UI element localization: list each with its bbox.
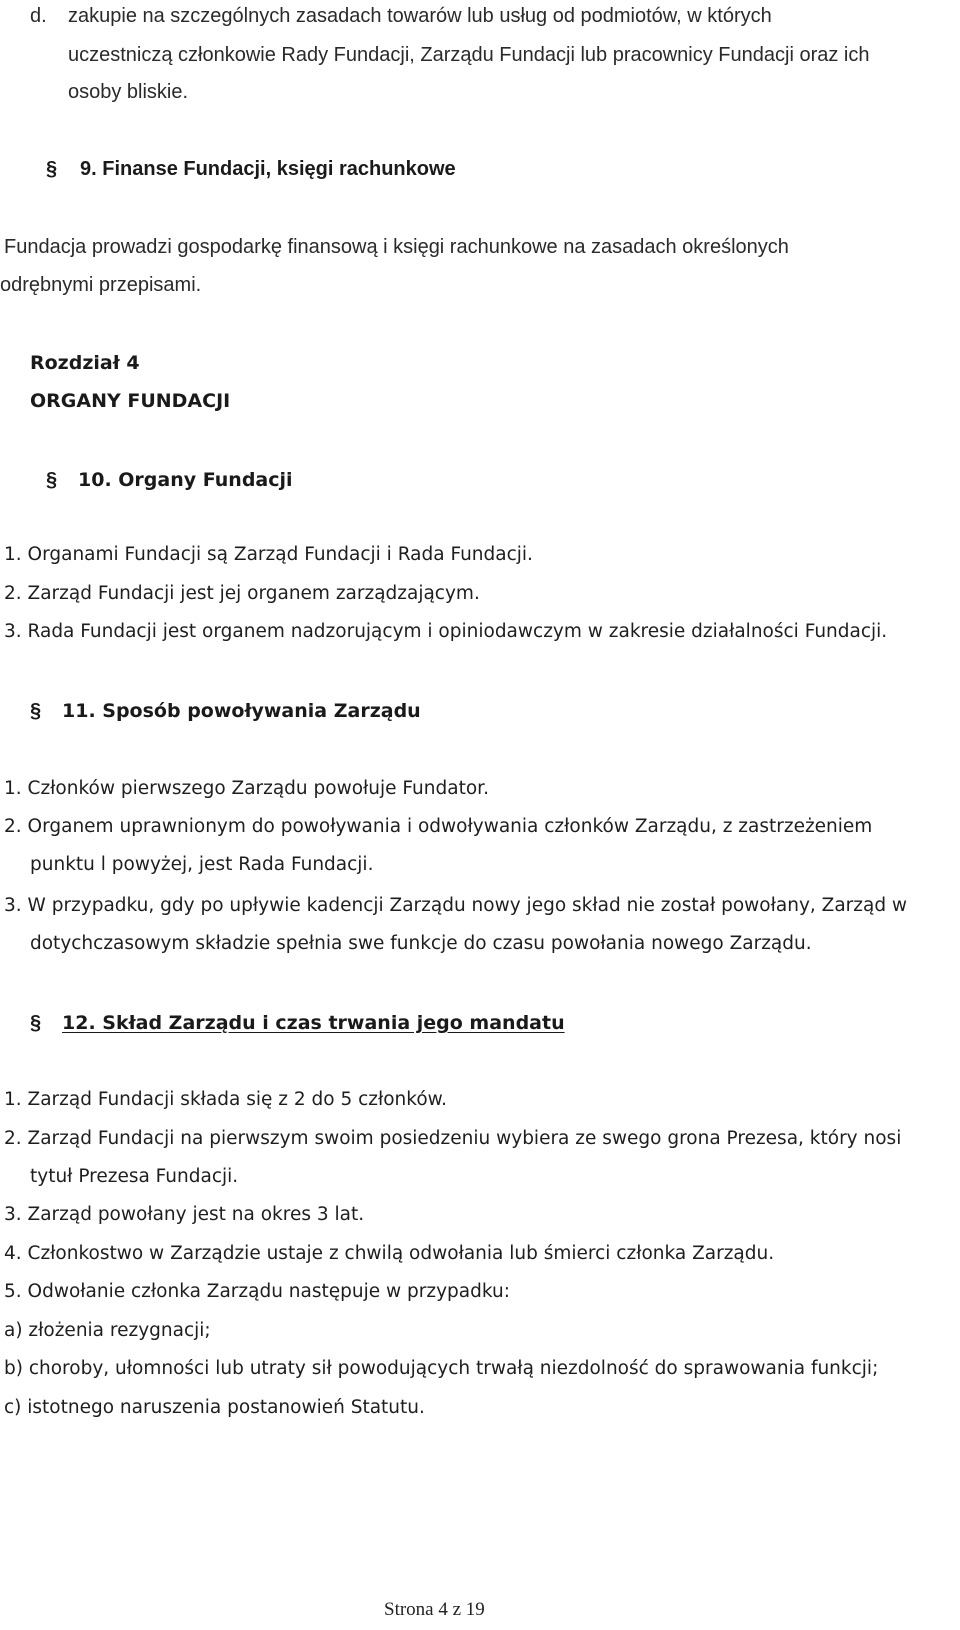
section-10-heading: 10. Organy Fundacji bbox=[78, 469, 293, 491]
list-item: 2. Zarząd Fundacji na pierwszym swoim posiedzeniu wybiera ze swego grona Prezesa, który nosi bbox=[4, 1128, 902, 1149]
section-9-text-line-1: Fundacja prowadzi gospodarkę finansową i księgi rachunkowe na zasadach określonych bbox=[4, 236, 789, 258]
page-number: Strona 4 z 19 bbox=[384, 1599, 485, 1620]
list-marker-d: d. bbox=[30, 5, 47, 27]
section-12-heading: 12. Skład Zarządu i czas trwania jego mandatu bbox=[62, 1012, 565, 1034]
list-item: 1. Zarząd Fundacji składa się z 2 do 5 członków. bbox=[4, 1089, 447, 1110]
section-sign: § bbox=[46, 469, 58, 491]
list-item: 3. Zarząd powołany jest na okres 3 lat. bbox=[4, 1204, 365, 1225]
section-sign: § bbox=[30, 700, 42, 722]
list-item: 3. Rada Fundacji jest organem nadzorującym i opiniodawczym w zakresie działalności Fundacji. bbox=[4, 621, 888, 642]
list-item-d-line-2: uczestniczą członkowie Rady Fundacji, Zarządu Fundacji lub pracownicy Fundacji oraz ich bbox=[68, 44, 870, 66]
list-item: 1. Organami Fundacji są Zarząd Fundacji i Rada Fundacji. bbox=[4, 544, 533, 565]
list-item-continuation: punktu l powyżej, jest Rada Fundacji. bbox=[30, 854, 374, 875]
list-item: 4. Członkostwo w Zarządzie ustaje z chwilą odwołania lub śmierci członka Zarządu. bbox=[4, 1243, 775, 1264]
section-9-text-line-2: odrębnymi przepisami. bbox=[0, 274, 202, 296]
list-item-continuation: tytuł Prezesa Fundacji. bbox=[30, 1166, 239, 1187]
list-item: 2. Organem uprawnionym do powoływania i odwoływania członków Zarządu, z zastrzeżeniem bbox=[4, 816, 873, 837]
list-item-d-line-1: zakupie na szczególnych zasadach towarów lub usług od podmiotów, w których bbox=[68, 5, 772, 27]
chapter-label: Rozdział 4 bbox=[30, 352, 140, 374]
section-11-heading: 11. Sposób powoływania Zarządu bbox=[62, 700, 421, 722]
list-item-d-line-3: osoby bliskie. bbox=[68, 81, 189, 103]
list-item: c) istotnego naruszenia postanowień Statutu. bbox=[4, 1397, 425, 1418]
list-item: 1. Członków pierwszego Zarządu powołuje Fundator. bbox=[4, 778, 489, 799]
section-sign: § bbox=[30, 1012, 42, 1034]
list-item: 5. Odwołanie członka Zarządu następuje w przypadku: bbox=[4, 1281, 510, 1302]
list-item: 3. W przypadku, gdy po upływie kadencji Zarządu nowy jego skład nie został powołany, Zarząd w bbox=[4, 895, 908, 916]
list-item-continuation: dotychczasowym składzie spełnia swe funkcje do czasu powołania nowego Zarządu. bbox=[30, 933, 812, 954]
section-9-heading: 9. Finanse Fundacji, księgi rachunkowe bbox=[80, 158, 456, 180]
chapter-title: ORGANY FUNDACJI bbox=[30, 390, 231, 412]
list-item: a) złożenia rezygnacji; bbox=[4, 1320, 211, 1341]
section-sign: § bbox=[46, 158, 58, 180]
list-item: b) choroby, ułomności lub utraty sił powodujących trwałą niezdolność do sprawowania funkcji; bbox=[4, 1358, 879, 1379]
list-item: 2. Zarząd Fundacji jest jej organem zarządzającym. bbox=[4, 583, 480, 604]
